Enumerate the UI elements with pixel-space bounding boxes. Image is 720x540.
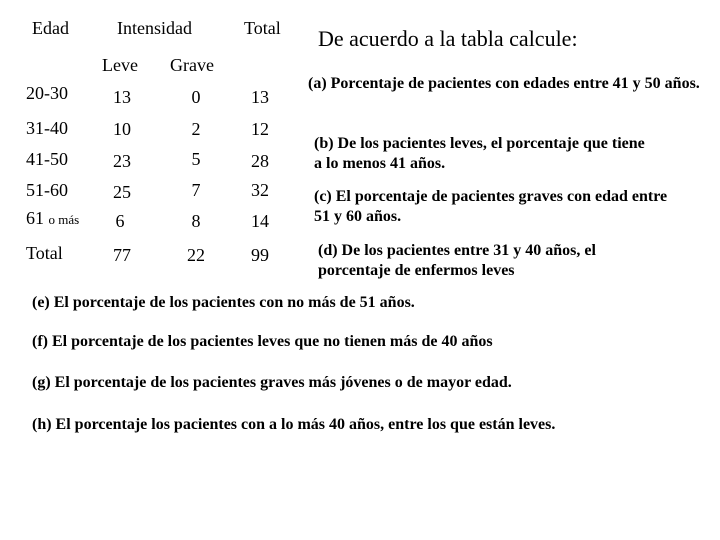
row-2-grave: 2 [191, 119, 201, 139]
question-f: (f) El porcentaje de los pacientes leves que no tienen más de 40 años [32, 333, 493, 350]
header-edad: Edad [32, 18, 69, 38]
row-5-edad-suffix: o más [48, 212, 80, 227]
row-5-edad-value: 61 [26, 208, 44, 228]
row-4-leve: 25 [113, 182, 131, 202]
question-b: (b) De los pacientes leves, el porcentaje que tiene a lo menos 41 años. [314, 135, 645, 172]
question-h: (h) El porcentaje los pacientes con a lo más 40 años, entre los que están leves. [32, 416, 556, 433]
row-4-total: 32 [251, 180, 269, 200]
subheader-grave: Grave [170, 55, 214, 75]
subheader-leve: Leve [102, 55, 138, 75]
page-title: De acuerdo a la tabla calcule: [318, 26, 578, 51]
row-3-edad: 41-50 [26, 149, 68, 169]
row-3-leve: 23 [113, 151, 131, 171]
row-4-grave: 7 [191, 180, 201, 200]
row-total-total: 99 [251, 245, 269, 265]
row-4-edad: 51-60 [26, 180, 68, 200]
row-3-grave: 5 [191, 149, 201, 169]
row-3-total: 28 [251, 151, 269, 171]
row-2-total: 12 [251, 119, 269, 139]
header-intensidad: Intensidad [117, 18, 192, 38]
row-1-leve: 13 [113, 87, 131, 107]
question-e: (e) El porcentaje de los pacientes con no más de 51 años. [32, 294, 415, 311]
row-total-leve: 77 [113, 245, 131, 265]
row-5-total: 14 [251, 211, 269, 231]
row-total-grave: 22 [187, 245, 205, 265]
row-2-edad: 31-40 [26, 118, 68, 138]
row-total-edad: Total [26, 243, 63, 263]
question-a: (a) Porcentaje de pacientes con edades entre 41 y 50 años. [308, 75, 700, 92]
row-5-edad [26, 208, 79, 230]
row-1-edad: 20-30 [26, 83, 68, 103]
row-1-total: 13 [251, 87, 269, 107]
header-total: Total [244, 18, 281, 38]
row-2-leve: 10 [113, 119, 131, 139]
question-c: (c) El porcentaje de pacientes graves con edad entre 51 y 60 años. [314, 188, 668, 225]
question-d: (d) De los pacientes entre 31 y 40 años, el porcentaje de enfermos leves [318, 242, 596, 279]
row-1-grave: 0 [191, 87, 201, 107]
question-g: (g) El porcentaje de los pacientes graves más jóvenes o de mayor edad. [32, 374, 512, 391]
row-5-grave: 8 [191, 211, 201, 231]
row-5-leve: 6 [115, 211, 125, 231]
